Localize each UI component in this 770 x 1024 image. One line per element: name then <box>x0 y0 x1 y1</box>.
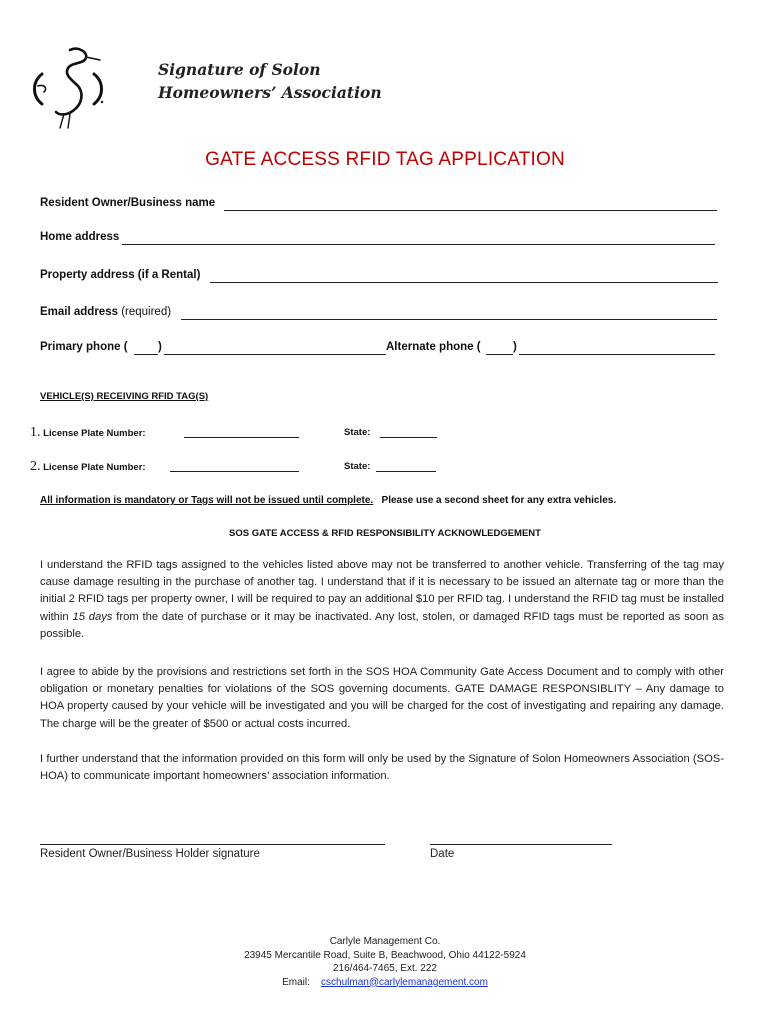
footer-email-link[interactable]: cschulman@carlylemanagement.com <box>321 976 488 988</box>
mandatory-note-rest: Please use a second sheet for any extra vehicles. <box>381 495 617 506</box>
form-title: GATE ACCESS RFID TAG APPLICATION <box>205 149 565 170</box>
paragraph-1-emphasis: 15 days <box>72 610 113 623</box>
plate-field-1[interactable] <box>184 437 299 438</box>
footer-company: Carlyle Management Co. <box>329 936 441 947</box>
footer-phone: 216/464-7465, Ext. 222 <box>333 963 437 974</box>
property-address-label: Property address (if a Rental) <box>40 269 201 281</box>
organization-name-line2: Homeowners’ Association <box>158 83 382 102</box>
date-label: Date <box>430 848 455 860</box>
footer-address: 23945 Mercantile Road, Suite B, Beachwood, Ohio 44122-5924 <box>244 949 526 961</box>
acknowledgement-paragraph-2: I agree to abide by the provisions and restrictions set forth in the SOS HOA Community Gate Access Document and to comply with other obligation or monetary penalties for violations of the SOS governing documents. GATE DAMAGE RESPONSIBLITY – Any damage to HOA property caused by your vehicle will be investigated and you will be charged for the cost of investigating and repairing any damage. The charge will be the greater of $500 or actual costs incurred. <box>40 666 724 730</box>
vehicle-row-1 <box>30 425 146 441</box>
vehicle-number: 2. <box>30 459 41 474</box>
alternate-phone-label: Alternate phone ( <box>386 341 481 353</box>
plate-label: License Plate Number: <box>43 462 146 473</box>
alternate-phone-area-field[interactable] <box>486 354 513 355</box>
state-label-1: State: <box>344 427 371 438</box>
paragraph-1-text-a: I understand the RFID tags assigned to the vehicles listed above may not be transferred to another vehicle. Transferring of the tag may cause damage resulting in the purchase of another tag. I understand that if it is necessary to be issued an alternate tag or more than the initial 2 RFID tags per property owner, I will be required to pay an additional $10 per RFID tag. I understand the RFID tag must be installed within <box>40 559 724 623</box>
primary-phone-label: Primary phone ( <box>40 341 128 353</box>
state-field-1[interactable] <box>380 437 437 438</box>
vehicle-number: 1. <box>30 425 41 440</box>
acknowledgement-heading: SOS GATE ACCESS & RFID RESPONSIBILITY ACKNOWLEDGEMENT <box>229 528 541 539</box>
email-required-note: (required) <box>121 306 172 318</box>
state-label-2: State: <box>344 461 371 472</box>
plate-label: License Plate Number: <box>43 428 146 439</box>
property-address-field[interactable] <box>210 282 718 283</box>
acknowledgement-paragraph-1 <box>40 557 724 643</box>
state-field-2[interactable] <box>376 471 436 472</box>
heron-logo-icon <box>24 44 124 130</box>
alternate-phone-field[interactable] <box>519 354 715 355</box>
signature-label: Resident Owner/Business Holder signature <box>40 848 260 860</box>
email-address-label <box>40 306 171 318</box>
resident-name-label: Resident Owner/Business name <box>40 197 216 209</box>
footer-email-line <box>0 976 770 990</box>
primary-phone-close: ) <box>158 341 162 353</box>
email-address-field[interactable] <box>181 319 717 320</box>
vehicles-heading: VEHICLE(S) RECEIVING RFID TAG(S) <box>40 391 209 402</box>
organization-name <box>158 58 382 104</box>
primary-phone-field[interactable] <box>164 354 386 355</box>
organization-name-line1: Signature of Solon <box>158 60 321 79</box>
mandatory-note <box>40 495 616 506</box>
mandatory-note-underlined: All information is mandatory or Tags will not be issued until complete. <box>40 495 374 506</box>
resident-name-field[interactable] <box>224 210 717 211</box>
footer-contact <box>0 935 770 989</box>
paragraph-1-text-b: from the date of purchase or it may be inactivated. Any lost, stolen, or damaged RFID tags must be reported as soon as possible. <box>40 610 725 640</box>
home-address-field[interactable] <box>122 244 715 245</box>
alternate-phone-close: ) <box>513 341 517 353</box>
acknowledgement-paragraph-3: I further understand that the information provided on this form will only be used by the Signature of Solon Homeowners Association (SOS-HOA) to communicate important homeowners’ association information. <box>40 753 724 783</box>
home-address-label: Home address <box>40 231 120 243</box>
primary-phone-area-field[interactable] <box>134 354 158 355</box>
signature-field[interactable] <box>40 844 385 845</box>
date-field[interactable] <box>430 844 612 845</box>
email-label-text: Email address <box>40 306 118 318</box>
plate-field-2[interactable] <box>170 471 299 472</box>
vehicle-row-2 <box>30 459 146 475</box>
footer-email-label: Email: <box>282 976 310 988</box>
